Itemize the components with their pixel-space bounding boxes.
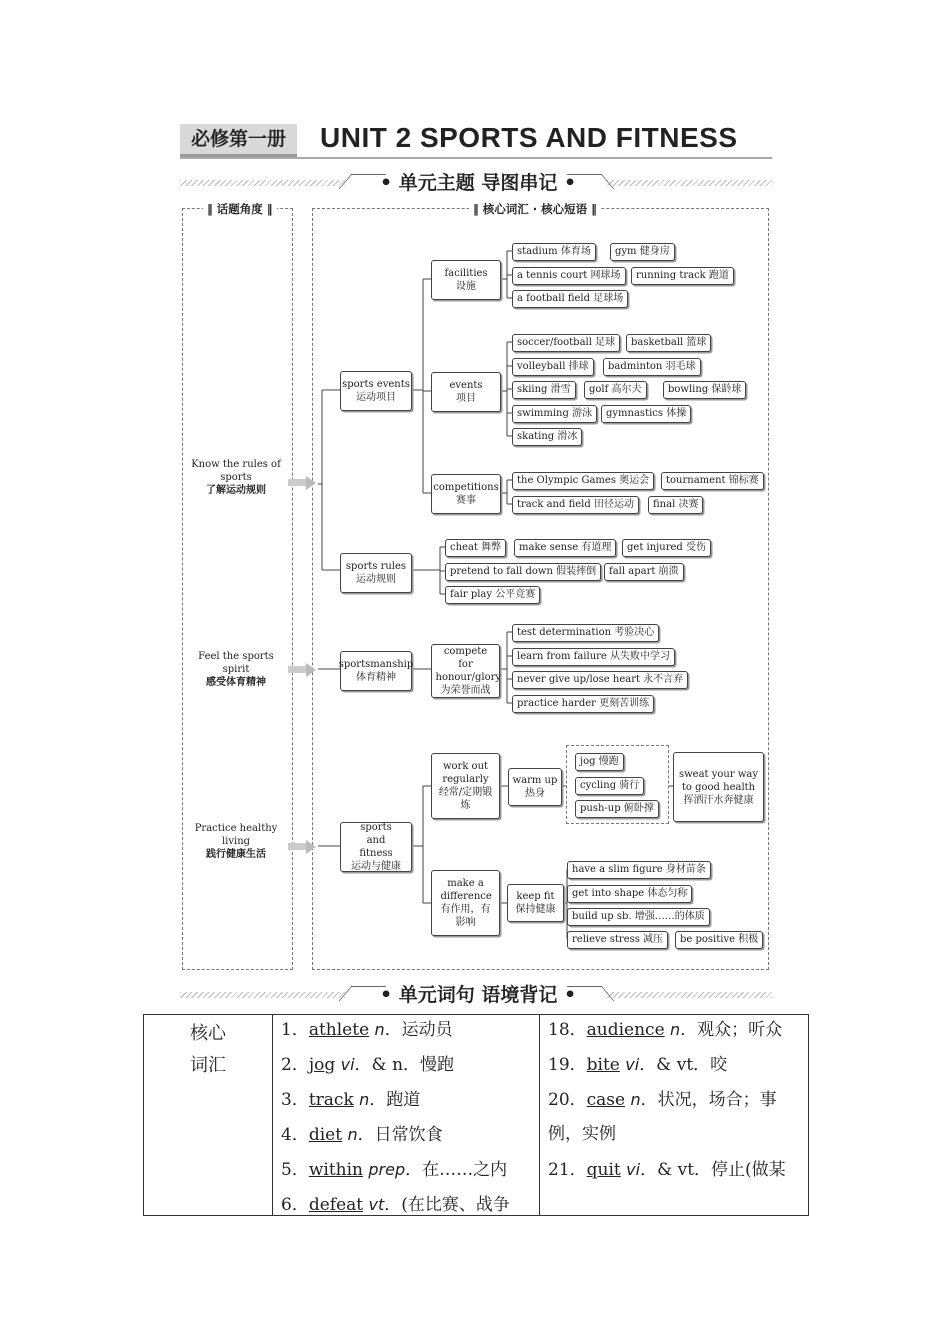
- core-vocab-title: ‖ 核心词汇 · 核心短语 ‖: [469, 201, 601, 217]
- leaf: swimming 游泳: [512, 405, 597, 423]
- leaf: gymnastics 体操: [601, 405, 691, 423]
- leaf: get into shape 体态匀称: [567, 885, 692, 903]
- node-sports-rules: sports rules 运动规则: [340, 553, 412, 593]
- table-column-left: [273, 1015, 540, 1215]
- vocab-entry-continued: 例，实例: [548, 1124, 616, 1144]
- banner-vocab-label: • 单元词句 语境背记 •: [380, 984, 577, 1006]
- leaf: push-up 俯卧撑: [575, 800, 659, 818]
- vocab-entry: 21．quit vi．& vt．停止(做某: [548, 1160, 786, 1180]
- angle-spirit: Feel the sports spirit 感受体育精神: [198, 651, 274, 688]
- leaf: bowling 保龄球: [663, 381, 746, 399]
- leaf: fair play 公平竞赛: [445, 586, 540, 604]
- leaf: a football field 足球场: [512, 290, 628, 308]
- node-events: events 项目: [431, 372, 501, 412]
- leaf: have a slim figure 身材苗条: [567, 861, 711, 879]
- table-column-right: [540, 1015, 808, 1215]
- node-workout: work out regularly 经常/定期锻炼: [431, 753, 500, 819]
- vocab-entry: 2．jog vi．& n．慢跑: [281, 1055, 455, 1075]
- section-banner-vocab: [180, 986, 772, 1008]
- leaf: basketball 篮球: [626, 334, 711, 352]
- vocab-table: [143, 1014, 809, 1216]
- leaf: cycling 骑行: [575, 777, 644, 795]
- leaf: volleyball 排球: [512, 358, 594, 376]
- leaf: test determination 考验决心: [512, 624, 659, 642]
- arrow-head-1: [306, 476, 316, 490]
- leaf: track and field 田径运动: [512, 496, 639, 514]
- leaf: jog 慢跑: [575, 753, 624, 771]
- vocab-entry: 20．case n．状况，场合；事: [548, 1090, 777, 1110]
- leaf: learn from failure 从失败中学习: [512, 648, 675, 666]
- leaf: fall apart 崩溃: [604, 563, 684, 581]
- vocab-entry: 6．defeat vt．(在比赛、战争: [281, 1195, 510, 1215]
- vocab-entry: 4．diet n．日常饮食: [281, 1125, 443, 1145]
- table-category-cell: [144, 1015, 273, 1215]
- vocab-entry: 19．bite vi．& vt．咬: [548, 1055, 728, 1075]
- leaf: pretend to fall down 假装摔倒: [445, 563, 601, 581]
- leaf: skiing 滑雪: [512, 381, 576, 399]
- leaf: cheat 舞弊: [445, 539, 506, 557]
- arrow-head-3: [306, 840, 316, 854]
- leaf: stadium 体育场: [512, 243, 596, 261]
- banner-theme-label: • 单元主题 导图串记 •: [380, 172, 577, 194]
- leaf: make sense 有道理: [514, 539, 616, 557]
- leaf: build up sb. 增强……的体质: [567, 908, 710, 926]
- leaf: tournament 锦标赛: [661, 472, 764, 490]
- leaf: practice harder 更刻苦训练: [512, 695, 654, 713]
- node-competitions: competitions 赛事: [431, 474, 501, 514]
- topic-angle-title: ‖ 话题角度 ‖: [203, 201, 277, 217]
- leaf: running track 跑道: [631, 267, 734, 285]
- leaf: be positive 积极: [675, 931, 763, 949]
- node-sports-fitness: sports and fitness 运动与健康: [340, 822, 412, 872]
- leaf: soccer/football 足球: [512, 334, 620, 352]
- node-difference: make a difference 有作用，有影响: [431, 870, 500, 936]
- leaf: final 决赛: [648, 496, 703, 514]
- node-compete: compete for honour/glory 为荣誉而战: [431, 644, 500, 698]
- unit-title: UNIT 2 SPORTS AND FITNESS: [320, 122, 738, 153]
- vocab-entry: 3．track n．跑道: [281, 1090, 421, 1110]
- category-line-1: 核心: [190, 1023, 226, 1044]
- node-warmup: warm up 热身: [508, 768, 562, 806]
- node-sportsmanship: sportsmanship 体育精神: [340, 651, 412, 691]
- leaf: golf 高尔夫: [584, 381, 647, 399]
- leaf: relieve stress 减压: [567, 931, 668, 949]
- leaf: a tennis court 网球场: [512, 267, 626, 285]
- node-sports-events: sports events 运动项目: [340, 371, 412, 411]
- leaf: badminton 羽毛球: [603, 358, 701, 376]
- leaf: skating 滑冰: [512, 428, 582, 446]
- vocab-entry: 18．audience n．观众；听众: [548, 1020, 783, 1040]
- angle-rules: Know the rules of sports 了解运动规则: [191, 459, 281, 496]
- node-keepfit: keep fit 保持健康: [507, 884, 564, 922]
- leaf: gym 健身房: [610, 243, 675, 261]
- node-facilities: facilities 设施: [431, 260, 501, 300]
- book-tag: 必修第一册: [180, 124, 297, 157]
- leaf: get injured 受伤: [622, 539, 711, 557]
- arrow-1: [288, 479, 306, 486]
- arrow-head-2: [306, 663, 316, 677]
- category-line-2: 词汇: [190, 1055, 226, 1076]
- vocab-entry: 1．athlete n．运动员: [281, 1020, 453, 1040]
- vocab-entry: 5．within prep．在……之内: [281, 1160, 508, 1180]
- node-sweat: sweat your way to good health 挥洒汗水奔健康: [673, 752, 764, 822]
- angle-healthy: Practice healthy living 践行健康生活: [194, 823, 278, 860]
- leaf: the Olympic Games 奥运会: [512, 472, 654, 490]
- leaf: never give up/lose heart 永不言弃: [512, 671, 688, 689]
